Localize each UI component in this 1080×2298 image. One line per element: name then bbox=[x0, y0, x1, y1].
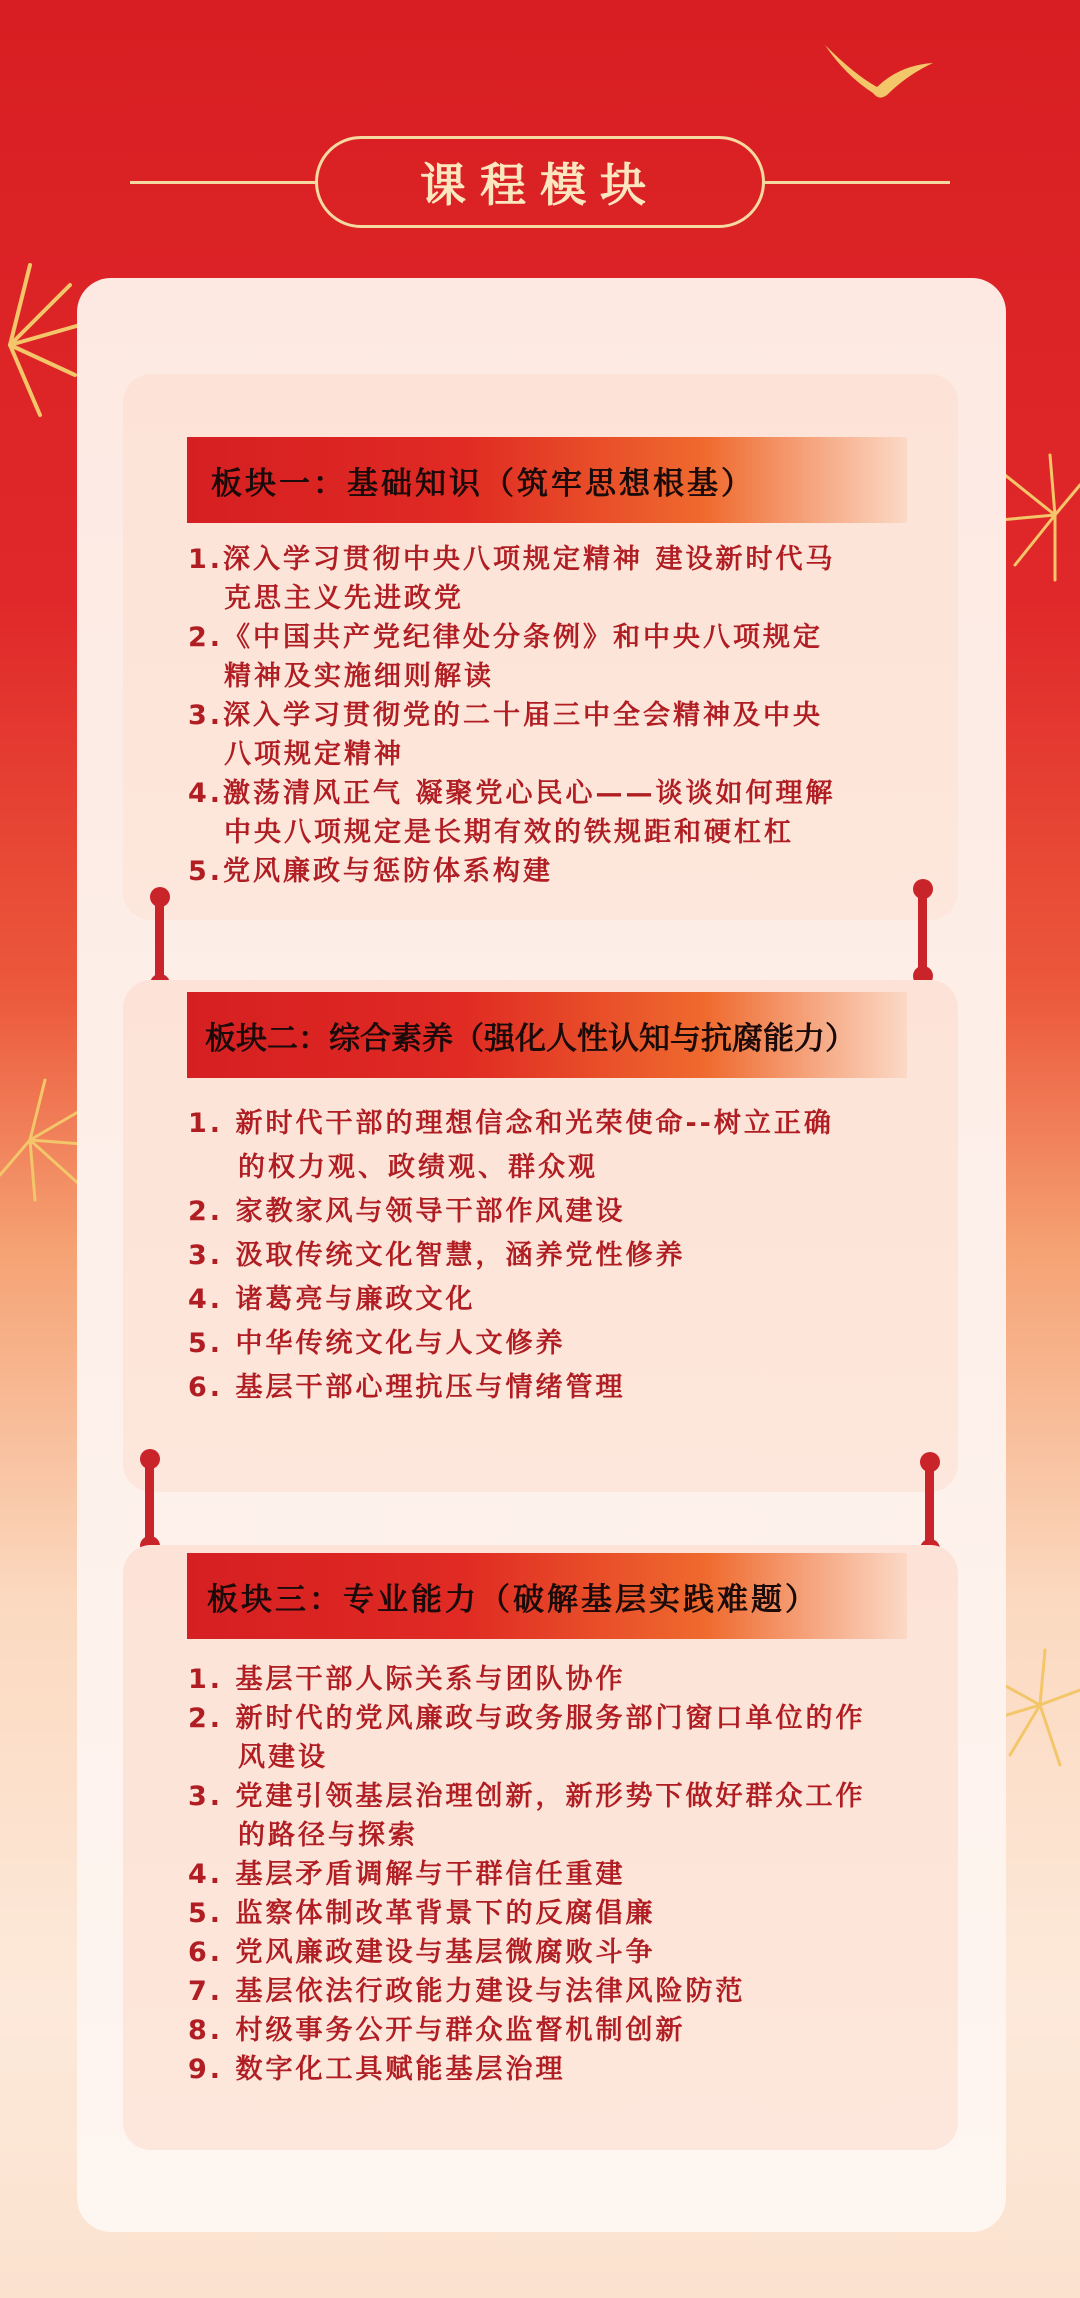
list-item: 5. 中华传统文化与人文修养 bbox=[188, 1328, 566, 1359]
firework-icon bbox=[995, 445, 1080, 585]
list-item: 4. 诸葛亮与廉政文化 bbox=[188, 1284, 476, 1315]
list-item: 6. 党风廉政建设与基层微腐败斗争 bbox=[188, 1937, 656, 1968]
connector-left bbox=[155, 897, 164, 985]
connector-left bbox=[145, 1459, 154, 1547]
list-item: 1. 新时代干部的理想信念和光荣使命--树立正确 的权力观、政绩观、群众观 bbox=[188, 1108, 834, 1183]
connector-dot bbox=[920, 1452, 940, 1472]
list-item: 3. 汲取传统文化智慧，涵养党性修养 bbox=[188, 1240, 686, 1271]
header-line-left bbox=[130, 181, 316, 184]
module-1-title: 板块一：基础知识（筑牢思想根基） bbox=[187, 437, 907, 523]
list-item: 2.《中国共产党纪律处分条例》和中央八项规定 精神及实施细则解读 bbox=[188, 622, 824, 692]
list-item: 1. 基层干部人际关系与团队协作 bbox=[188, 1664, 626, 1695]
list-item: 3.深入学习贯彻党的二十届三中全会精神及中央 八项规定精神 bbox=[188, 700, 824, 770]
list-item: 3. 党建引领基层治理创新，新形势下做好群众工作 的路径与探索 bbox=[188, 1781, 866, 1851]
bird-icon bbox=[815, 35, 935, 105]
connector-dot bbox=[150, 887, 170, 907]
list-item: 6. 基层干部心理抗压与情绪管理 bbox=[188, 1372, 626, 1403]
connector-right bbox=[918, 889, 927, 977]
list-item: 7. 基层依法行政能力建设与法律风险防范 bbox=[188, 1976, 746, 2007]
list-item: 4.激荡清风正气 凝聚党心民心——谈谈如何理解 中央八项规定是长期有效的铁规距和硬杠杠 bbox=[188, 778, 836, 848]
page-title: 课程模块 bbox=[315, 136, 765, 228]
connector-right bbox=[925, 1462, 934, 1550]
connector-dot bbox=[140, 1449, 160, 1469]
connector-dot bbox=[913, 879, 933, 899]
list-item: 2. 新时代的党风廉政与政务服务部门窗口单位的作 风建设 bbox=[188, 1703, 866, 1773]
list-item: 5.党风廉政与惩防体系构建 bbox=[188, 856, 554, 887]
list-item: 1.深入学习贯彻中央八项规定精神 建设新时代马 克思主义先进政党 bbox=[188, 544, 836, 614]
header-line-right bbox=[764, 181, 950, 184]
list-item: 8. 村级事务公开与群众监督机制创新 bbox=[188, 2015, 686, 2046]
list-item: 5. 监察体制改革背景下的反腐倡廉 bbox=[188, 1898, 656, 1929]
list-item: 4. 基层矛盾调解与干群信任重建 bbox=[188, 1859, 626, 1890]
module-3-title: 板块三：专业能力（破解基层实践难题） bbox=[187, 1553, 907, 1639]
module-2-title: 板块二：综合素养（强化人性认知与抗腐能力） bbox=[187, 992, 907, 1078]
list-item: 9. 数字化工具赋能基层治理 bbox=[188, 2054, 566, 2085]
list-item: 2. 家教家风与领导干部作风建设 bbox=[188, 1196, 626, 1227]
